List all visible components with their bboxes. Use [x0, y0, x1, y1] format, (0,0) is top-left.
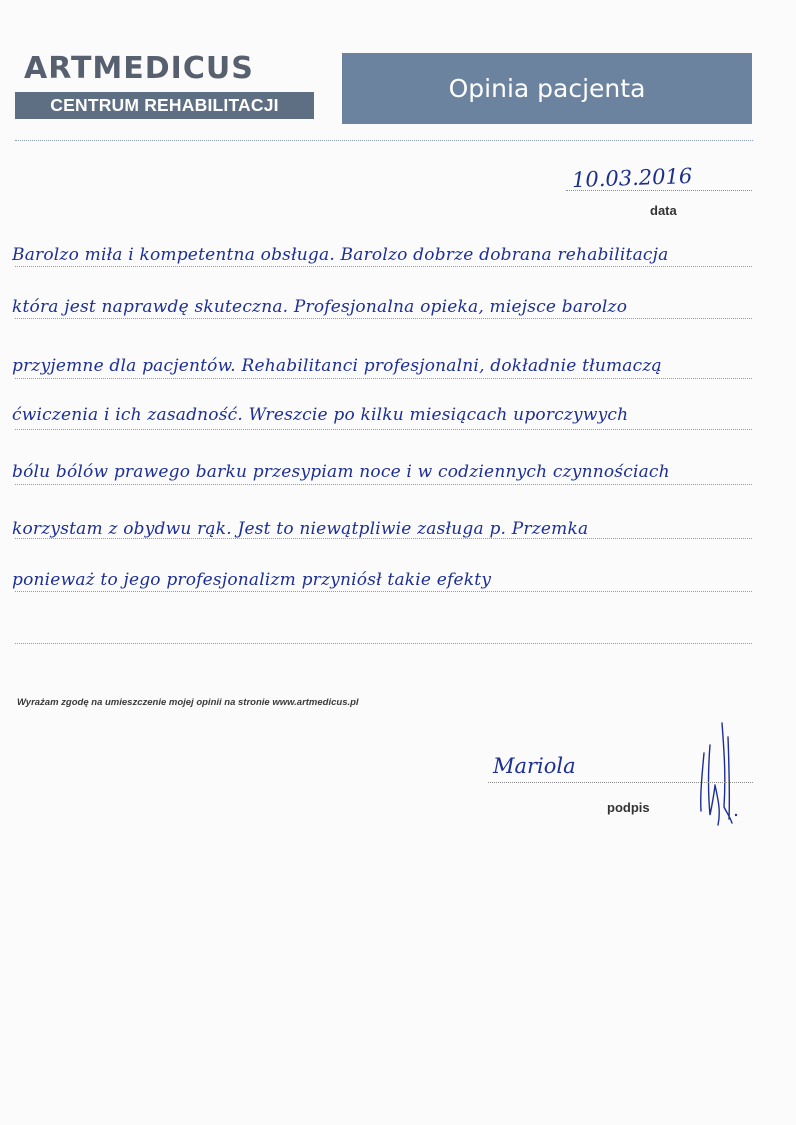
logo-subtitle: CENTRUM REHABILITACJI: [50, 95, 279, 115]
opinion-line-3: przyjemne dla pacjentów. Rehabilitanci profesjonalni, dokładnie tłumaczą: [12, 356, 662, 376]
opinion-line-7: ponieważ to jego profesjonalizm przyniósł takie efekty: [12, 570, 492, 590]
logo-brand: ARTMEDICUS: [24, 51, 254, 86]
ruled-line: [15, 484, 752, 485]
opinion-line-1: Barolzo miła i kompetentna obsługa. Barolzo dobrze dobrana rehabilitacja: [12, 245, 669, 265]
opinion-line-5: bólu bólów prawego barku przesypiam noce i w codziennych czynnościach: [12, 462, 670, 482]
signature-label: podpis: [607, 800, 650, 815]
page-title: Opinia pacjenta: [448, 74, 646, 103]
header-divider: [15, 140, 753, 141]
ruled-line: [15, 266, 752, 267]
date-line: [566, 190, 752, 191]
ruled-line: [15, 538, 752, 539]
consent-statement: Wyrażam zgodę na umieszczenie mojej opinii na stronie www.artmedicus.pl: [17, 697, 359, 708]
ruled-line: [15, 318, 752, 319]
opinion-line-6: korzystam z obydwu rąk. Jest to niewątpliwie zasługa p. Przemka: [12, 519, 589, 539]
signature-name: Mariola: [493, 754, 576, 778]
ruled-line: [15, 378, 752, 379]
date-value: 10.03.2016: [571, 163, 693, 193]
opinion-line-4: ćwiczenia i ich zasadność. Wreszcie po kilku miesiącach uporczywych: [12, 405, 629, 425]
signature-scribble: [688, 715, 748, 833]
ruled-line: [15, 429, 752, 430]
ruled-line: [15, 643, 752, 644]
date-label: data: [650, 203, 677, 218]
ruled-line: [15, 591, 752, 592]
opinion-line-2: która jest naprawdę skuteczna. Profesjonalna opieka, miejsce barolzo: [12, 297, 628, 317]
header-banner: [342, 53, 752, 124]
logo-subtitle-bar: [15, 92, 314, 119]
signature-line: [488, 782, 753, 783]
